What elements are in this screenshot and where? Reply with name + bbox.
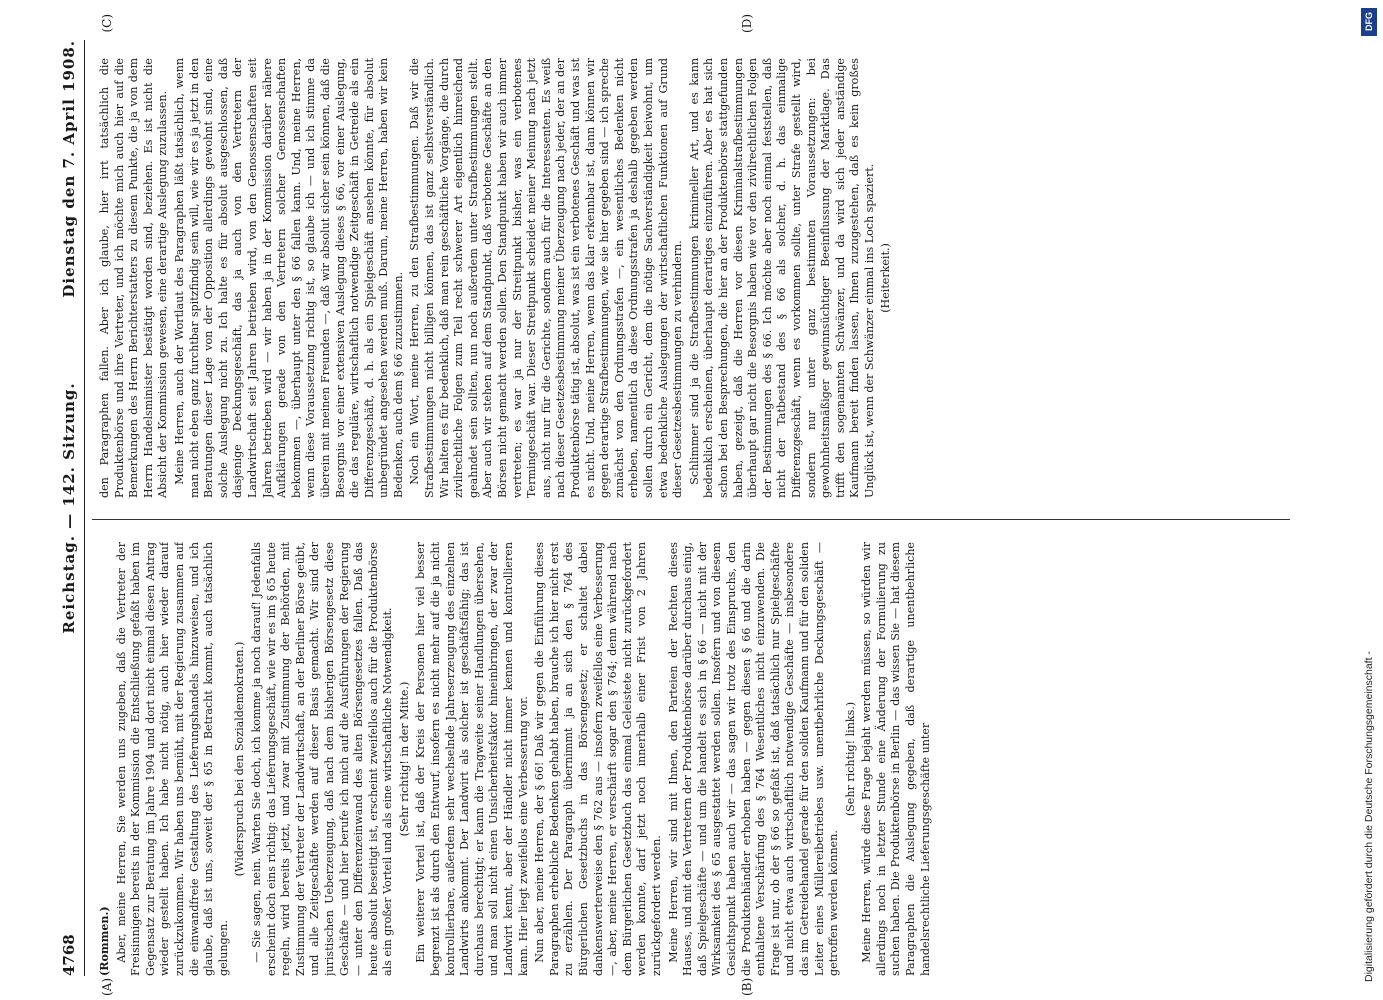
paragraph: den Paragraphen fallen. Aber ich glaube, hier irrt tatsächlich die Produktenbörse und ihre Vertreter, und ich möchte mich auch hier auf die Bemerkungen des Herrn Berichterstatters zu diesem Punkte, die ja von dem Herrn Handelsminister bestätigt worden sind, beziehen. Es ist nicht die Absicht der Kommission gewesen, eine derartige Auslegung zuzulassen. [98,58,170,498]
paragraph: Noch ein Wort, meine Herren, zu den Strafbestimmungen. Daß wir die Strafbestimmungen nicht billigen können, das ist ganz selbstverständlich. Wir halten es für bedenklich, daß man rein geschäftliche Vorgänge, die durch zivilrechtliche Folgen zum Teil recht schwerer Art eigentlich hinreichend geahndet sein sollten, nun noch außerdem unter Strafbestimmungen stellt. Aber auch wir stehen auf dem Standpunkt, daß verbotene Geschäfte an den Börsen nicht gemacht werden sollen. Den Standpunkt haben wir auch immer vertreten; es war ja nur der Streitpunkt bisher, was ein verbotenes Termingeschäft war. Dieser Streitpunkt scheidet meiner Meinung nach jetzt aus, nicht nur für die Gerichte, sondern auch für die Interessenten. Es weiß nach dieser Gesetzesbestimmung meiner Überzeugung nach jeder, der an der Produktenbörse tätig ist, absolut, was ist ein verbotenes Geschäft und was ist es nicht. Und, meine Herren, wenn das klar erkennbar ist, dann können wir gegen derartige Strafbestimmungen, wie sie hier gegeben sind — ich spreche zunächst von den Ordnungsstrafen —, ein wesentliches Bedenken nicht erheben, namentlich da diese Ordnungsstrafen ja deshalb gegeben werden sollen durch ein Gericht, dem die nötige Sachverständigkeit beiwohnt, um etwa bedenkliche Auslegungen der wirtschaftlichen Funktionen auf Grund dieser Gesetzesbestimmungen zu verhindern. [408,58,685,498]
margin-mark-d: (D) [740,14,754,33]
margin-mark-c: (C) [100,14,114,33]
dfg-logo: DFG [1361,8,1377,36]
margin-mark-b: (B) [740,977,754,996]
margin-mark-a: (A) [100,977,114,996]
left-column [98,542,1290,976]
paragraph: — Sie sagen, nein. Warten Sie doch, ich komme ja noch darauf! Jedenfalls erscheint doch eins richtig: das Lieferungsgeschäft, wie wir es im § 65 heute regeln, wird bereits jetzt, und zwar mit Zustimmung der Behörden, mit Zustimmung der Vertreter der Landwirtschaft, an der Berliner Börse geübt, und alle Zeitgeschäfte werden auf dieser Basis gemacht. Wir sind der juristischen Ueberzeugung, daß nach dem bisherigen Börsengesetz diese Geschäfte — und hier berufe ich mich auf die Ausführungen der Regierung — unter den Differenzeinwand des alten Börsengesetzes fallen. Daß das heute absolut beseitigt ist, erscheint zweifellos auch für die Produktenbörse als ein großer Vorteil und als eine wirtschaftliche Notwendigkeit. [249,542,395,976]
right-column [98,58,1290,498]
page-title: Reichstag. — 142. Sitzung. [60,382,78,634]
column-divider [92,519,1290,520]
page-date: Dienstag den 7. April 1908. [60,40,78,298]
page-number: 4768 [60,934,78,976]
digitization-strip [1356,0,1383,1000]
digitization-note: Digitalisierung gefördert durch die Deutsche Forschungsgemeinschaft - [1363,651,1375,982]
paragraph: Schlimmer sind ja die Strafbestimmungen krimineller Art, und es kann bedenklich erscheinen, überhaupt derartiges einzuführen. Aber es hat sich schon bei den Besprechungen, die hier an der Produktenbörse stattgefunden haben, gezeigt, daß die Herren vor diesen Kriminalstrafbestimmungen überhaupt gar nicht die Besorgnis haben wie vor den zivilrechtlichen Folgen der Bestimmungen des § 66. Ich möchte aber noch einmal feststellen, daß nicht der Tatbestand des § 66 als solcher, d. h. das einmalige Differenzgeschäft, wenn es vorkommen sollte, unter Strafe gestellt wird, sondern nur unter ganz bestimmten Voraussetzungen: bei gewohnheitsmäßiger gewinnsüchtiger Beeinflussung der Marktlage. Das trifft den sogenannten Schwänzer, und da wird sich jeder anständige Kaufmann bereit finden lassen, Ihnen zuzugestehen, daß es kein großes Unglück ist, wenn der Schwänzer einmal ins Loch spaziert. [687,58,876,498]
interjection: (Heiterkeit.) [879,243,893,313]
paragraph: Meine Herren, auch der Wortlaut des Paragraphen läßt tatsächlich, wenn man nicht eben ganz furchtbar spitzfindig sein will, wie wir es ja jetzt in den Beratungen dieser Lage von der Opposition allerdings gewohnt sind, eine solche Auslegung nicht zu. Ich halte es für absolut ausgeschlossen, daß dasjenige Deckungsgeschäft, das ja auch von den Vertretern der Landwirtschaft seit Jahren betrieben wird, von den Genossenschaften seit Jahren betrieben wird — wir haben ja in der Kommission darüber nähere Aufklärungen gerade von den Vertretern solcher Genossenschaften bekommen —, überhaupt unter den § 66 fallen kann. Und, meine Herren, wenn diese Voraussetzung richtig ist, so glaube ich — und ich stimme da überein mit meinen Freunden —, daß wir absolut sicher sein können, daß die Besorgnis vor einer extensiven Auslegung dieses § 66, vor einer Auslegung, die das reguläre, wirtschaftlich notwendige Zeitgeschäft in Getreide als ein Differenzgeschäft, d. h. als ein Spielgeschäft ansehen könnte, für absolut unbegründet angesehen werden muß. Darum, meine Herren, haben wir kein Bedenken, auch dem § 66 zuzustimmen. [172,58,405,498]
paragraph: Ein weiterer Vorteil ist, daß der Kreis der Personen hier viel besser begrenzt ist als durch den Entwurf, insofern es nicht mehr auf die ja nicht kontrollierbare, außerdem sehr wechselnde Jahreserzeugung des einzelnen Landwirts ankommt. Der Landwirt als solcher ist geschäftsfähig; das ist durchaus berechtigt; er kann die Tragweite seiner Handlungen übersehen, und man soll nicht einen Unsicherheitsfaktor hineinbringen, der zwar der Landwirt kennt, aber der Händler nicht immer kennen und kontrollieren kann. Hier liegt zweifellos eine Verbesserung vor. [414,542,530,976]
paragraph: Meine Herren, wir sind mit Ihnen, den Parteien der Rechten dieses Hauses, und mit den Vertretern der Produktenbörse darüber durchaus einig, daß Spielgeschäfte — und um die handelt es sich in § 66 — nicht mit der Wirksamkeit des § 65 ausgestattet werden sollen. Insofern und von diesem Gesichtspunkt haben auch wir — das sagen wir trotz des Einspruchs, den die Produktenhändler erhoben haben — gegen diesen § 66 und die darin enthaltene Verschärfung des § 764 Wesentliches nicht einzuwenden. Die Frage ist nur, ob der § 66 so gefaßt ist, daß tatsächlich nur Spielgeschäfte und nicht etwa auch wirtschaftlich notwendige Geschäfte — insbesondere das im Getreidehandel gerade für den soliden Kaufmann und für den soliden Leiter eines Müllereibetriebes usw. unentbehrliche Deckungsgeschäft — getroffen werden können. [666,542,841,976]
interjection: (Widerspruch bei den Sozialdemokraten.) [233,641,247,877]
paragraph: Meine Herren, würde diese Frage bejaht werden müssen, so würden wir allerdings noch in letzter Stunde eine Änderung der Formulierung zu suchen haben. Die Produktenbörse in Berlin — das wissen Sie — hat diesem Paragraphen die Auslegung gegeben, daß derartige unentbehrliche handelsrechtliche Lieferungsgeschäfte unter [860,542,932,976]
page-header [58,40,85,976]
interjection: (Sehr richtig! in der Mitte.) [397,681,411,837]
interjection: (Sehr richtig! links.) [843,701,857,817]
paragraph: Nun aber, meine Herren, der § 66! Daß wir gegen die Einführung dieses Paragraphen erhebliche Bedenken gehabt haben, brauche ich hier nicht erst zu erzählen. Der Paragraph übernimmt ja an sich den § 764 des Bürgerlichen Gesetzbuchs in das Börsengesetz; er schaltet dabei dankenswerterweise den § 762 aus — insofern zweifellos eine Verbesserung —, aber, meine Herren, er verschärft sogar den § 764; denn während nach dem Bürgerlichen Gesetzbuch das einmal Geleistete nicht zurückgefordert werden konnte, darf jetzt noch innerhalb einer Frist von 2 Jahren zurückgefordert werden. [533,542,663,976]
paragraph: Aber, meine Herren, Sie werden uns zugeben, daß die Vertreter der Freisinnigen bereits in der Kommission die Entschließung gefaßt haben im Gegensatz zur Beratung im Jahre 1904 und dort nicht einmal diesen Antrag wieder gestellt haben. Ich habe nicht nötig, auch hier wieder darauf zurückzukommen. Wir haben uns bemüht, mit der Regierung zusammen auf die einwandfreie Gestaltung des Lieferungshandels hinzuweisen, und ich glaube, daß ist uns, soweit der § 65 in Betracht kommt, auch tatsächlich gelungen. [114,542,230,976]
speaker-tag: (Rommen.) [98,906,111,976]
